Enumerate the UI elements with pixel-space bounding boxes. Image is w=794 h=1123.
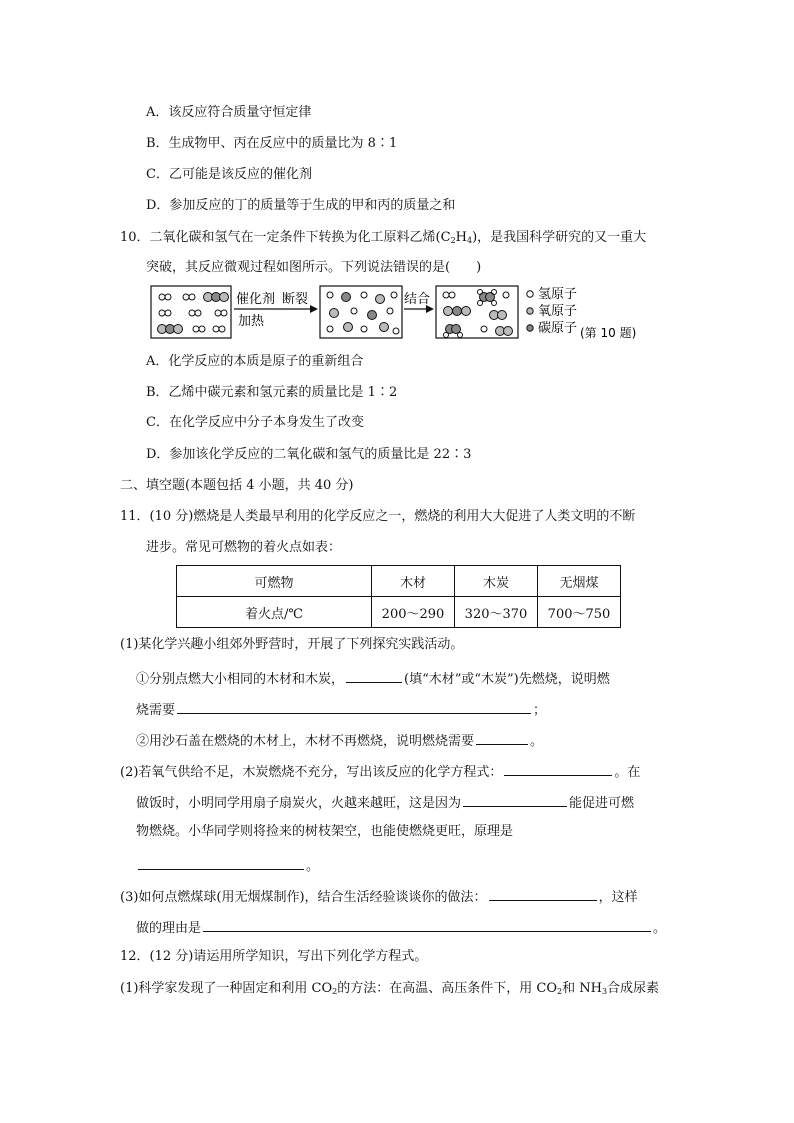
subscript: 2 bbox=[557, 987, 563, 996]
q11-part1c bbox=[136, 730, 543, 751]
carbon-atom-icon bbox=[527, 325, 533, 331]
subscript: 4 bbox=[467, 236, 473, 245]
table-row bbox=[177, 597, 621, 628]
ignition-point-table bbox=[176, 565, 621, 628]
subscript: 2 bbox=[332, 987, 338, 996]
figure-caption: (第 10 题) bbox=[580, 326, 637, 340]
q11-part2b-text: 能促进可燃 bbox=[569, 796, 635, 811]
q11-part3a-text: ，这样 bbox=[598, 890, 638, 905]
q11-part3a-text: (3)如何点燃煤球(用无烟煤制作)，结合生活经验谈谈你的做法： bbox=[120, 890, 487, 905]
q11-part2d-text: 。 bbox=[306, 859, 320, 874]
q11-part3b bbox=[136, 917, 666, 938]
answer-blank[interactable] bbox=[177, 699, 531, 714]
answer-blank[interactable] bbox=[476, 730, 528, 745]
legend-carbon: 碳原子 bbox=[538, 321, 578, 336]
answer-blank[interactable] bbox=[346, 668, 402, 683]
q10-option-d: D．参加该化学反应的二氧化碳和氢气的质量比是 22∶3 bbox=[146, 447, 472, 462]
table-header-cell: 木炭 bbox=[455, 566, 538, 597]
q11-part2a-text: (2)若氧气供给不足，木炭燃烧不充分，写出该反应的化学方程式： bbox=[120, 765, 503, 780]
q12-stem: 12．(12 分)请运用所学知识，写出下列化学方程式。 bbox=[120, 949, 428, 964]
q11-part1a-text: ①分别点燃大小相同的木材和木炭， bbox=[136, 672, 345, 687]
q11-part2d bbox=[136, 855, 319, 876]
answer-blank[interactable] bbox=[203, 917, 651, 932]
legend-hydrogen: 氢原子 bbox=[538, 287, 578, 302]
q11-part2a-text: 。在 bbox=[614, 765, 641, 780]
answer-blank[interactable] bbox=[463, 792, 567, 807]
break-label: 断裂 bbox=[282, 292, 309, 307]
q12-part1-text: 合成尿素 bbox=[607, 981, 660, 996]
q10-stem-line1 bbox=[120, 229, 646, 250]
table-cell: 320～370 bbox=[455, 597, 538, 628]
heat-label: 加热 bbox=[238, 314, 265, 329]
q9-option-d: D．参加反应的丁的质量等于生成的甲和丙的质量之和 bbox=[146, 198, 456, 213]
table-header-cell: 无烟煤 bbox=[538, 566, 621, 597]
q10-option-b: B．乙烯中碳元素和氢元素的质量比是 1∶2 bbox=[146, 385, 398, 400]
q9-option-a: A．该反应符合质量守恒定律 bbox=[146, 105, 312, 120]
q11-part1c-text: ②用沙石盖在燃烧的木材上，木材不再燃烧，说明燃烧需要 bbox=[136, 734, 475, 749]
q11-part2c: 物燃烧。小华同学则将捡来的树枝架空，也能使燃烧更旺，原理是 bbox=[136, 824, 514, 839]
reactant-molecules bbox=[158, 293, 229, 334]
hydrogen-atom-icon bbox=[527, 291, 533, 297]
q11-part2b-text: 做饭时，小明同学用扇子扇炭火，火越来越旺，这是因为 bbox=[136, 796, 462, 811]
q11-part2a bbox=[120, 761, 640, 782]
q11-part3b-text: 。 bbox=[653, 921, 667, 936]
q11-part1a bbox=[136, 668, 610, 689]
q11-part3a bbox=[120, 886, 638, 907]
q11-part3b-text: 做的理由是 bbox=[136, 921, 202, 936]
q11-stem-line2: 进步。常见可燃物的着火点如表： bbox=[146, 540, 342, 555]
legend-oxygen: 氧原子 bbox=[538, 304, 578, 319]
q12-part1-text: 的方法：在高温、高压条件下，用 CO bbox=[337, 981, 557, 996]
q12-part1-text: (1)科学家发现了一种固定和利用 CO bbox=[120, 981, 333, 996]
separated-atoms bbox=[327, 292, 399, 334]
q10-option-c: C．在化学反应中分子本身发生了改变 bbox=[146, 415, 364, 430]
catalyst-label: 催化剂 bbox=[236, 292, 276, 307]
answer-blank[interactable] bbox=[504, 761, 612, 776]
oxygen-atom-icon bbox=[527, 308, 533, 314]
q11-stem-line1: 11．(10 分)燃烧是人类最早利用的化学反应之一，燃烧的利用大大促进了人类文明的不断 bbox=[120, 509, 636, 524]
section-heading: 二、填空题(本题包括 4 小题，共 40 分) bbox=[120, 478, 354, 493]
table-header-row bbox=[177, 566, 621, 597]
q10-stem-text: H bbox=[455, 230, 467, 245]
answer-blank[interactable] bbox=[489, 886, 597, 901]
table-cell: 700～750 bbox=[538, 597, 621, 628]
q9-option-b: B．生成物甲、丙在反应中的质量比为 8∶1 bbox=[146, 136, 398, 151]
answer-blank[interactable] bbox=[138, 855, 304, 870]
reaction-diagram bbox=[150, 285, 670, 341]
q11-part1a-text: (填“木材”或“木炭”)先燃烧，说明燃 bbox=[404, 672, 610, 687]
product-molecules bbox=[443, 290, 513, 338]
q11-part1c-text: 。 bbox=[530, 734, 544, 749]
q10-stem-text: 10．二氧化碳和氢气在一定条件下转换为化工原料乙烯(C bbox=[120, 230, 451, 245]
q12-part1 bbox=[120, 980, 659, 1001]
subscript: 3 bbox=[601, 987, 608, 996]
table-header-cell: 可燃物 bbox=[177, 566, 372, 597]
q11-part2b bbox=[136, 792, 634, 813]
legend bbox=[527, 287, 636, 340]
q11-part1b bbox=[136, 699, 546, 720]
q10-stem-text: )，是我国科学研究的又一重大 bbox=[472, 230, 647, 245]
table-row-label: 着火点/℃ bbox=[177, 597, 372, 628]
q9-option-c: C．乙可能是该反应的催化剂 bbox=[146, 167, 312, 182]
q12-part1-text: 和 NH bbox=[562, 981, 602, 996]
q11-part1b-text: 烧需要 bbox=[136, 703, 176, 718]
q11-part1-intro: (1)某化学兴趣小组郊外野营时，开展了下列探究实践活动。 bbox=[120, 637, 464, 652]
subscript: 2 bbox=[450, 236, 456, 245]
q10-option-a: A．化学反应的本质是原子的重新组合 bbox=[146, 354, 364, 369]
q10-stem-line2: 突破，其反应微观过程如图所示。下列说法错误的是( ) bbox=[146, 260, 482, 275]
q11-part1b-text: ； bbox=[533, 703, 547, 718]
table-header-cell: 木材 bbox=[372, 566, 455, 597]
combine-label: 结合 bbox=[404, 292, 431, 307]
table-cell: 200～290 bbox=[372, 597, 455, 628]
